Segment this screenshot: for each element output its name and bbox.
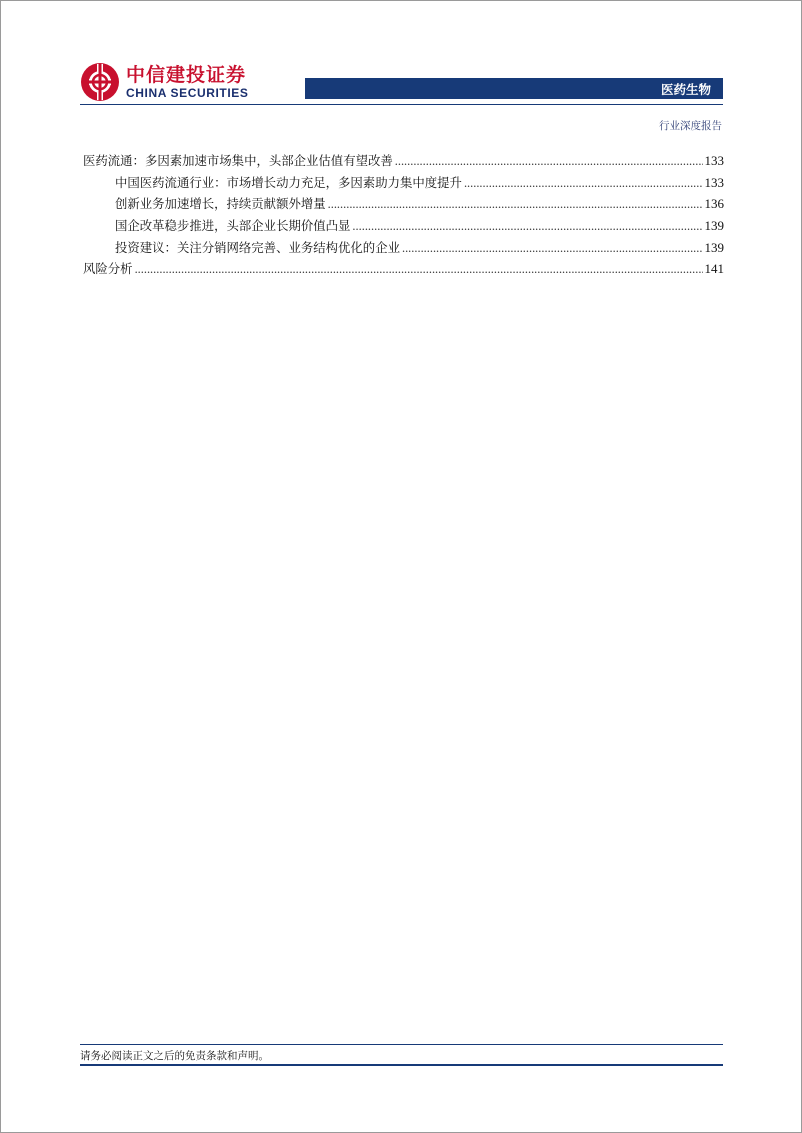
toc-entry-page: 139 bbox=[704, 218, 724, 234]
footer-divider-top bbox=[80, 1044, 723, 1045]
header-divider bbox=[80, 104, 723, 105]
toc-entry[interactable] bbox=[83, 172, 724, 194]
toc-entry-page: 136 bbox=[704, 196, 724, 212]
footer-disclaimer: 请务必阅读正文之后的免责条款和声明。 bbox=[80, 1050, 269, 1062]
toc-entry-title: 国企改革稳步推进，头部企业长期价值凸显 bbox=[115, 218, 351, 234]
toc-entry-page: 139 bbox=[704, 239, 724, 255]
citic-logo-icon bbox=[80, 62, 120, 102]
toc-entry-page: 133 bbox=[704, 153, 724, 168]
footer-divider-bottom bbox=[80, 1064, 723, 1066]
toc-entry[interactable] bbox=[83, 237, 724, 259]
logo-english-name: CHINA SECURITIES bbox=[126, 86, 249, 100]
toc-entry-title: 创新业务加速增长，持续贡献额外增量 bbox=[115, 196, 326, 212]
toc-entry-page: 133 bbox=[704, 174, 724, 190]
report-type-label: 行业深度报告 bbox=[659, 120, 722, 132]
table-of-contents bbox=[83, 150, 724, 280]
sector-label: 医药生物 bbox=[660, 81, 711, 97]
toc-leader-dots bbox=[464, 173, 703, 195]
toc-leader-dots bbox=[395, 151, 703, 173]
toc-entry[interactable] bbox=[83, 150, 724, 172]
sector-banner bbox=[305, 78, 723, 99]
toc-entry-title: 医药流通：多因素加速市场集中，头部企业估值有望改善 bbox=[83, 153, 393, 168]
toc-entry-page: 141 bbox=[704, 261, 724, 277]
toc-entry-title: 中国医药流通行业：市场增长动力充足，多因素助力集中度提升 bbox=[115, 174, 462, 190]
company-logo bbox=[80, 60, 249, 104]
toc-entry[interactable] bbox=[83, 193, 724, 215]
logo-chinese-name: 中信建投证券 bbox=[126, 64, 247, 86]
toc-entry-title: 投资建议：关注分销网络完善、业务结构优化的企业 bbox=[115, 239, 400, 255]
toc-leader-dots bbox=[135, 259, 703, 281]
toc-leader-dots bbox=[402, 238, 703, 260]
toc-entry-title: 风险分析 bbox=[83, 261, 133, 277]
toc-entry[interactable] bbox=[83, 258, 724, 280]
toc-entry[interactable] bbox=[83, 215, 724, 237]
toc-leader-dots bbox=[352, 216, 702, 238]
toc-leader-dots bbox=[328, 194, 703, 216]
